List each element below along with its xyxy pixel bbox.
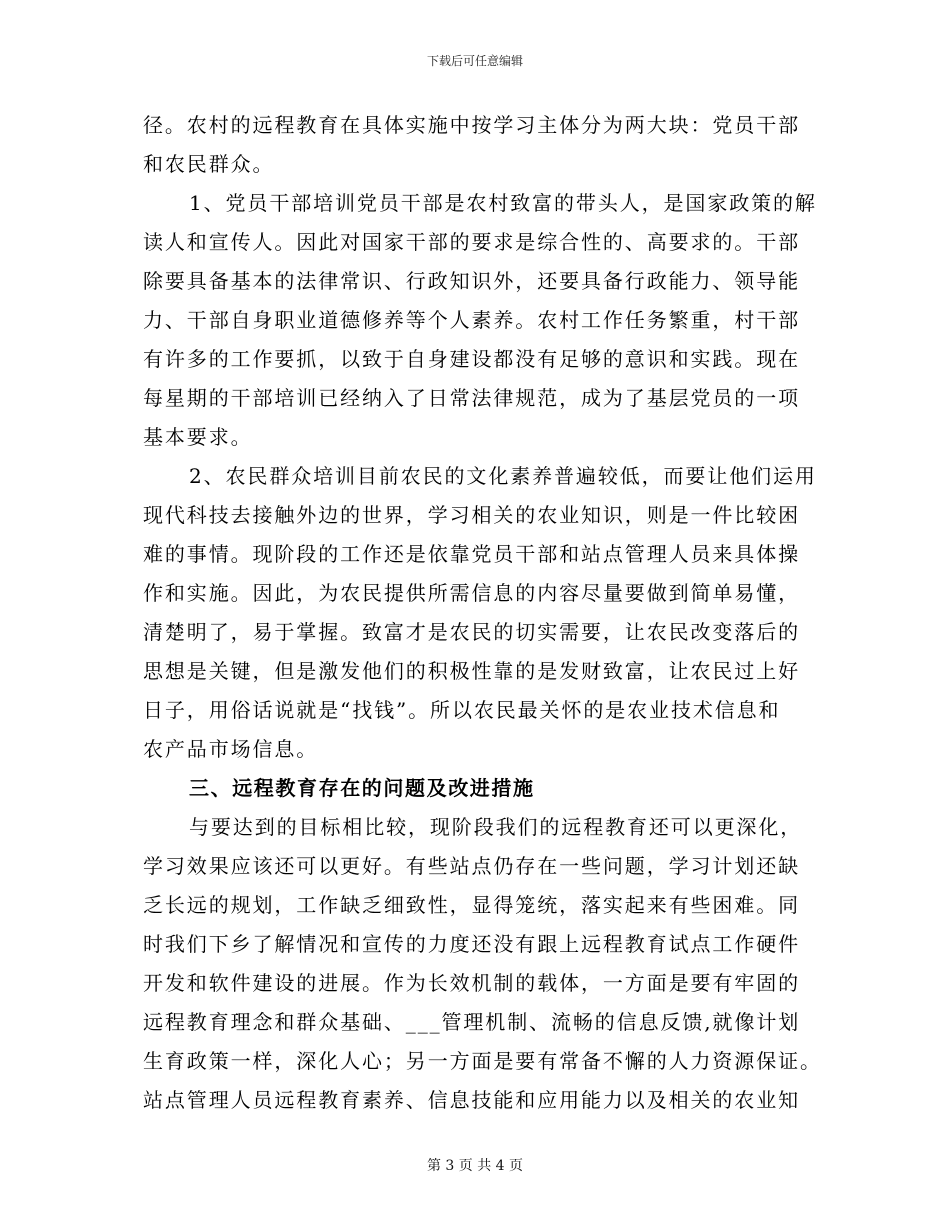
section-heading: 三、远程教育存在的问题及改进措施 <box>189 776 535 800</box>
paragraph-start-line: 2、农民群众培训目前农民的文化素养普遍较低，而要让他们运用 <box>189 464 817 488</box>
page-header: 下载后可任意编辑 <box>426 54 523 68</box>
text-line: 乏长远的规划，工作缺乏细致性，显得笼统，落实起来有些困难。同 <box>143 893 800 917</box>
text-line: 有许多的工作要抓，以致于自身建设都没有足够的意识和实践。现在 <box>143 347 800 371</box>
text-line: 远程教育理念和群众基础、___管理机制、流畅的信息反馈,就像计划 <box>143 1010 801 1034</box>
text-line: 基本要求。 <box>143 425 253 449</box>
text-line: 农产品市场信息。 <box>143 737 319 761</box>
paragraph-start-line: 与要达到的目标相比较，现阶段我们的远程教育还可以更深化， <box>189 815 803 839</box>
document-body <box>143 106 822 1120</box>
paragraph-start-line: 1、党员干部培训党员干部是农村致富的带头人，是国家政策的解 <box>189 191 817 215</box>
text-line: 读人和宣传人。因此对国家干部的要求是综合性的、高要求的。干部 <box>143 230 800 254</box>
text-line: 作和实施。因此，为农民提供所需信息的内容尽量要做到简单易懂， <box>143 581 800 605</box>
text-line: 开发和软件建设的进展。作为长效机制的载体，一方面是要有牢固的 <box>143 971 800 995</box>
text-line: 生育政策一样，深化人心；另一方面是要有常备不懈的人力资源保证。 <box>143 1049 822 1073</box>
text-line: 日子，用俗话说就是“找钱”。所以农民最关怀的是农业技术信息和 <box>143 698 781 722</box>
text-line: 现代科技去接触外边的世界，学习相关的农业知识，则是一件比较困 <box>143 503 800 527</box>
text-line: 时我们下乡了解情况和宣传的力度还没有跟上远程教育试点工作硬件 <box>143 932 800 956</box>
text-line: 难的事情。现阶段的工作还是依靠党员干部和站点管理人员来具体操 <box>143 542 800 566</box>
page-footer: 第 3 页 共 4 页 <box>426 1158 524 1174</box>
text-line: 径。农村的远程教育在具体实施中按学习主体分为两大块：党员干部 <box>143 113 800 137</box>
text-line: 清楚明了，易于掌握。致富才是农民的切实需要，让农民改变落后的 <box>143 620 800 644</box>
text-line: 学习效果应该还可以更好。有些站点仍存在一些问题，学习计划还缺 <box>143 854 800 878</box>
text-line: 站点管理人员远程教育素养、信息技能和应用能力以及相关的农业知 <box>143 1088 800 1112</box>
text-line: 每星期的干部培训已经纳入了日常法律规范，成为了基层党员的一项 <box>143 386 800 410</box>
text-line: 力、干部自身职业道德修养等个人素养。农村工作任务繁重，村干部 <box>143 308 800 332</box>
text-line: 和农民群众。 <box>143 152 275 176</box>
text-line: 除要具备基本的法律常识、行政知识外，还要具备行政能力、领导能 <box>143 269 800 293</box>
text-line: 思想是关键，但是激发他们的积极性靠的是发财致富，让农民过上好 <box>143 659 800 683</box>
